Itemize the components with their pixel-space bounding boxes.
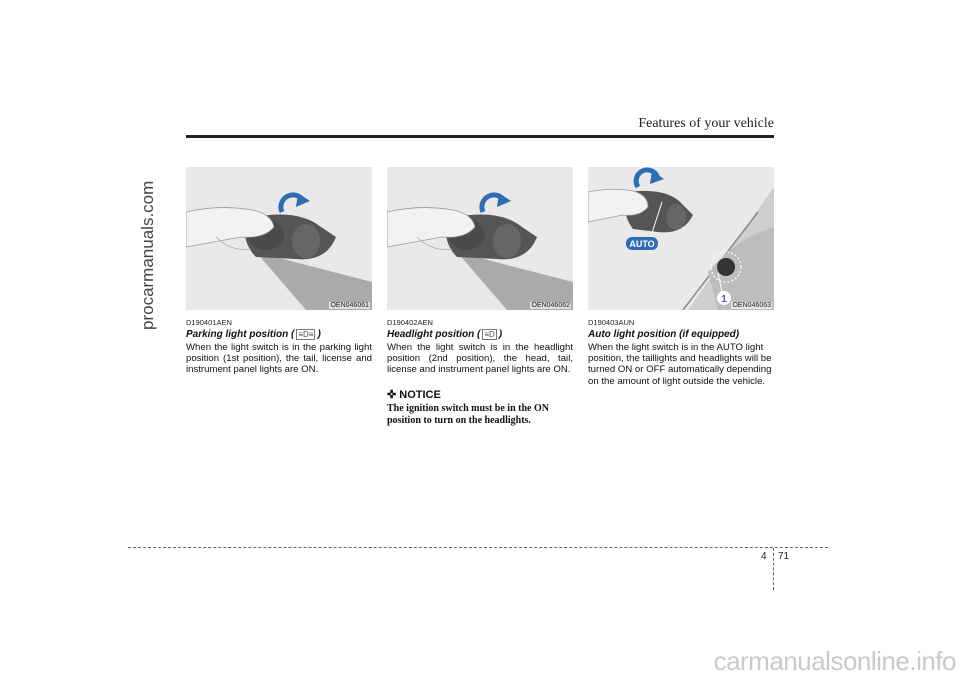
page-header-title: Features of your vehicle <box>638 116 774 131</box>
footer-watermark: carmanualsonline.info <box>713 646 956 676</box>
stalk-illustration <box>387 167 573 310</box>
section-auto-light <box>588 167 774 387</box>
notice-text: The ignition switch must be in the ON position to turn on the headlights. <box>387 402 549 426</box>
notice-title: ✜ NOTICE <box>387 388 441 401</box>
section-title: Auto light position (if equipped) <box>588 329 740 340</box>
section-title-text: Headlight position ( <box>387 329 481 340</box>
section-title-close: ) <box>317 329 321 340</box>
section-headlight <box>387 167 573 427</box>
headlight-icon: ≡D <box>484 330 495 339</box>
auto-light-illustration <box>588 167 774 310</box>
figure-code: OEN046061 <box>330 302 369 309</box>
auto-label: AUTO <box>629 239 655 249</box>
figure-auto-light <box>588 167 774 310</box>
section-body: When the light switch is in the headlight position (2nd position), the head, tail, license and instrument panel lights are ON. <box>387 342 573 376</box>
section-title <box>186 329 372 340</box>
figure-parking-light <box>186 167 372 310</box>
parking-light-icon: ≡D≡ <box>298 330 314 339</box>
figure-headlight <box>387 167 573 310</box>
section-code: D190401AEN <box>186 318 232 327</box>
page-separator <box>773 548 774 590</box>
side-watermark: procarmanuals.com <box>138 180 157 330</box>
stalk-illustration <box>186 167 372 310</box>
section-body: When the light switch is in the AUTO light position, the taillights and headlights will be turned ON or OFF automatically depending on the amount of light outside the vehicle. <box>588 342 772 387</box>
page-number: 71 <box>778 551 790 562</box>
section-code: D190403AUN <box>588 318 635 327</box>
section-title-text: Parking light position ( <box>186 329 295 340</box>
section-title-close: ) <box>498 329 503 340</box>
header-rule <box>186 135 774 138</box>
footer-rule <box>128 547 828 548</box>
section-title <box>387 329 573 340</box>
callout-number: 1 <box>721 294 727 305</box>
figure-code: OEN046063 <box>732 302 771 309</box>
figure-code: OEN046062 <box>531 302 570 309</box>
section-body: When the light switch is in the parking light position (1st position), the tail, license and instrument panel lights are ON. <box>186 342 372 376</box>
section-parking-light <box>186 167 372 376</box>
section-code: D190402AEN <box>387 318 433 327</box>
chapter-number: 4 <box>761 551 767 562</box>
